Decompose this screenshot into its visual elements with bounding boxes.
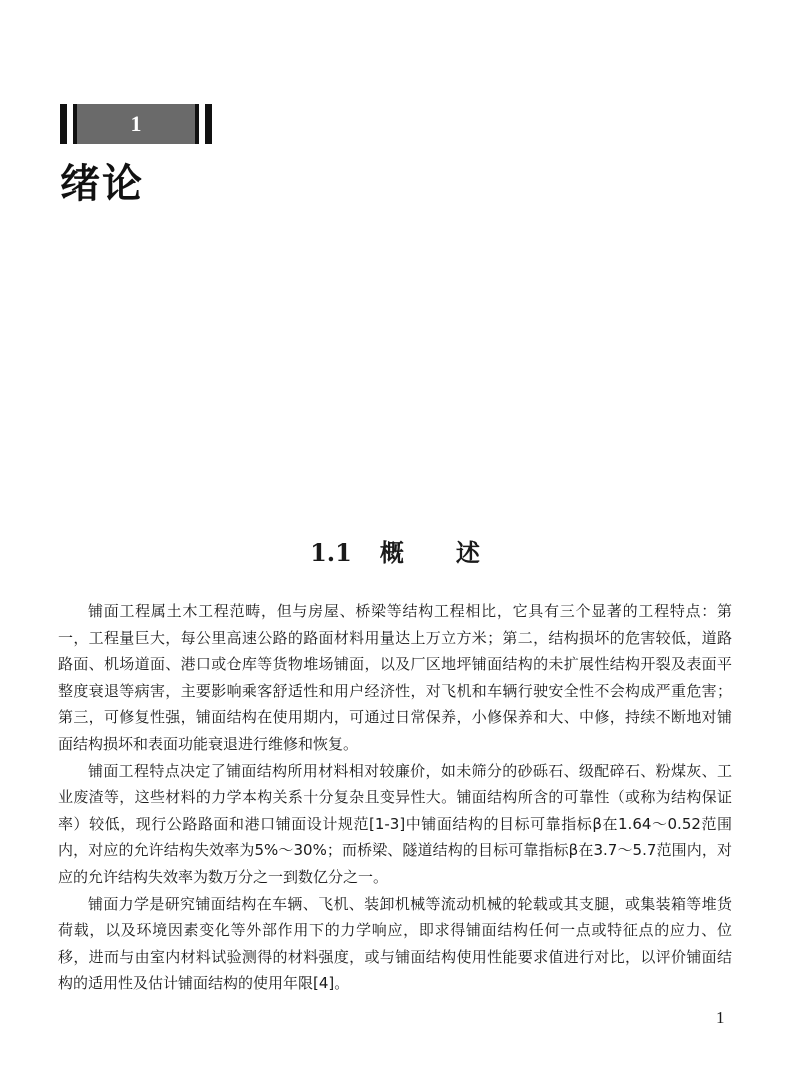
section-heading [0, 533, 790, 568]
body-text [58, 598, 732, 997]
badge-bar-left [60, 104, 67, 144]
badge-bar-right [205, 104, 212, 144]
section-title-part1: 概 [379, 538, 404, 567]
page-number: 1 [716, 1008, 725, 1027]
chapter-title: 绪论 [60, 161, 144, 207]
section-title-part2: 述 [455, 538, 480, 567]
section-number: 1.1 [310, 538, 352, 567]
paragraph: 铺面力学是研究铺面结构在车辆、飞机、装卸机械等流动机械的轮载或其支腿，或集装箱等堆货荷载，以及环境因素变化等外部作用下的力学响应，即求得铺面结构任何一点或特征点的应力、位移，进而与由室内材料试验测得的材料强度，或与铺面结构使用性能要求值进行对比，以评价铺面结构的适用性及估计铺面结构的使用年限[4]。 [58, 894, 732, 993]
chapter-number-badge [60, 104, 212, 144]
paragraph: 铺面工程属土木工程范畴，但与房屋、桥梁等结构工程相比，它具有三个显著的工程特点：第一，工程量巨大，每公里高速公路的路面材料用量达上万立方米；第二，结构损坏的危害较低，道路路面、机场道面、港口或仓库等货物堆场铺面，以及厂区地坪铺面结构的未扩展性结构开裂及表面平整度衰退等病害，主要影响乘客舒适性和用户经济性，对飞机和车辆行驶安全性不会构成严重危害；第三，可修复性强，铺面结构在使用期内，可通过日常保养，小修保养和大、中修，持续不断地对铺面结构损坏和表面功能衰退进行维修和恢复。 [58, 602, 732, 753]
paragraph: 铺面工程特点决定了铺面结构所用材料相对较廉价，如未筛分的砂砾石、级配碎石、粉煤灰、工业废渣等，这些材料的力学本构关系十分复杂且变异性大。铺面结构所含的可靠性（或称为结构保证率）较低，现行公路路面和港口铺面设计规范[1-3]中铺面结构的目标可靠指标β在1.64～0.52范围内，对应的允许结构失效率为5%～30%；而桥梁、隧道结构的目标可靠指标β在3.7～5.7范围内，对应的允许结构失效率为数万分之一到数亿分之一。 [58, 761, 732, 886]
chapter-number: 1 [77, 104, 195, 144]
